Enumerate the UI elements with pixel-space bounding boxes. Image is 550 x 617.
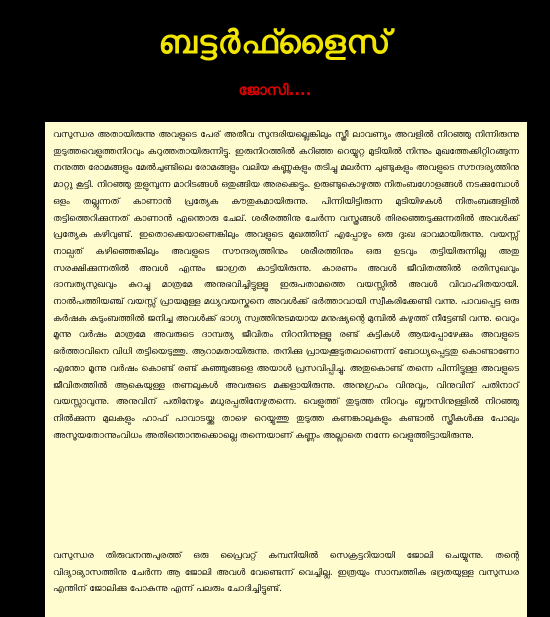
story-page — [45, 122, 527, 617]
story-title: ബട്ടർഫ്ളൈസ് — [158, 23, 392, 61]
story-paragraph-1: വസുന്ധര അതായിരുന്നു അവളുടെ പേര് അതീവ സുന്ദരിയല്ലെങ്കിലും സ്ത്രീ ലാവണ്യം അവളിൽ നിറഞ്ഞു നിന്നിരുന്നു തുടുത്തവെളുത്തനിറവും കറുത്തതായിരുന്നിട്ടു. ഇരുനിറത്തിൽ കറിഞ്ഞ റെയ്യുറ്റ മുടിയിൽ നിന്നും മുഖത്തേക്കിറ്റിറങ്ങുന്ന നനുത്ത രോമങ്ങളും മേൽചുണ്ടിലെ രോമങ്ങളും വലിയ കണ്ണുകളും തടിച്ചു മലർന്ന ചുണ്ടുകളും അവളുടെ സൗന്ദര്യത്തിനു മാറ്റു കൂട്ടി. നിറഞ്ഞു തുളുമ്പുന്ന മാറിടങ്ങൾ ഒതുങ്ങിയ അരക്കെട്ടും. ഉരുണ്ടുകൊഴുത്ത നിതംബഗോളങ്ങൾ നടക്കുമ്പോൾ ഒളം തല്ലുന്നത് കാണാൻ പ്രത്യേക കൗതുകമായിരുന്നു. പിന്നിയിട്ടിരുന്ന മുടിയിഴകൾ നിതംബങ്ങളിൽ തട്ടിത്തെറിക്കുന്നത് കാണാൻ എന്തൊരു ചേല്. ശരീരത്തിനു ചേർന്ന വസ്ത്രങ്ങൾ തിരഞ്ഞെടുക്കുന്നതിൽ അവൾക്ക് പ്രത്യേക കഴിവുണ്ട്. ഇതൊക്കെയാണെങ്കിലും അവളുടെ മുഖത്തിന് എപ്പോഴും ഒരു ദുഃഖ ഭാവമായിരുന്നു. വയസ്സ് നാല്പത് കഴിഞ്ഞെങ്കിലും അവളുടെ സൗന്ദര്യത്തിനും ശരീരത്തിനും ഒരു ഉടവും തട്ടിയിരുന്നില്ല അതു സരക്ഷിക്കുന്നതിൽ അവൾ എന്നും ജാഗ്രത കാട്ടിയിരുന്നു. കാരണം അവൾ ജീവിതത്തിൽ രതിസുഖവും ദാമ്പത്യസുഖവും കുറച്ചു മാത്രമേ അനുഭവിച്ചിട്ടുള്ളൂ ഇരുപതാമത്തെ വയസ്സിൽ അവൾ വിവാഹിതയായി. നാൽപത്തിയഞ്ച് വയസ്സ് പ്രായമുള്ള മധ്യവയസ്കനെ അവൾക്ക് ഭർത്താവായി സ്വീകരിക്കേണ്ടി വന്നു. പാവപ്പെട്ട ഒരു കർഷക കുടുംബത്തിൽ ജനിച്ച അവൾക്ക് ഭാഗ്യ സ്വത്തിനുടമയായ മനുഷ്യന്റെ മുമ്പിൽ കഴുത്ത് നീട്ടേണ്ടി വന്നു. വെറും മൂന്നു വർഷം മാത്രമേ അവരുടെ ദാമ്പത്യ ജീവിതം നിറനിന്നുള്ളൂ രണ്ട് കുട്ടികൾ ആയപ്പോഴേക്കും അവളുടെ ഭർത്താവിനെ വിധി തട്ടിയെടുത്തു. ആറാമതായിരുന്നു. തനിക്കു പ്രായക്കൂടുതലാണെന്ന് ബോധ്യപ്പെട്ടതു കൊണ്ടാണോ എന്തോ മൂന്നു വർഷം കൊണ്ട് രണ്ട് കുഞ്ഞുങ്ങളെ അയാൾ പ്രസവിപ്പിച്ചു. അതുകൊണ്ട് തന്നെ പിന്നിട്ടുള്ള അവളുടെ ജീവിതത്തിൽ ആകെയുള്ള തണലുകൾ അവരുടെ മക്കളായിരുന്നു. അനുഗ്രഹം വിനുവും, വിനുവിന് പതിനാറ് വയസ്സാവുന്നു. അനുവിന് പതിനേഴും മധുരപ്പതിനേഴുതന്നെ. വെളുത്ത് തുടുത്ത നിറവും ബ്ലൗസിനുള്ളിൽ നിറഞ്ഞു നിൽക്കുന്ന മുലകളും ഹാഫ് പാവാടയ്ക്കു താഴെ റെയ്യുത്തു തുടുത്ത കണങ്കാലുകളും കണ്ടാൽ സ്ത്രീകൾക്കു പോലും അസൂയതോന്നുംവിധം അതിന്തൊന്തക്കൊല്ലെ തന്നെയാണ് കണ്ണം അല്ലാതെ നന്നേ വെളുത്തിട്ടായിരുന്നു. — [53, 130, 519, 441]
story-paragraph-2: വസുന്ധര തിരുവനന്തപുരത്ത് ഒരു പ്രൈവറ്റ് കമ്പനിയിൽ സെക്രട്ടറിയായി ജോലി ചെയ്യുന്നു. തന്റെ വിദ്യാഭ്യാസത്തിനു ചേർന്ന ആ ജോലി അവൾ വേണ്ടെന്ന് വെച്ചില്ല. ഇത്രയും സാമ്പത്തിക ഭദ്രതയുള്ള വസുന്ധര എന്തിന് ജോലിക്കു പോകുന്നു എന്ന് പലരും ചോദിച്ചിട്ടുണ്ട്. — [53, 551, 519, 595]
author-name: ജോസി.... — [238, 81, 312, 99]
